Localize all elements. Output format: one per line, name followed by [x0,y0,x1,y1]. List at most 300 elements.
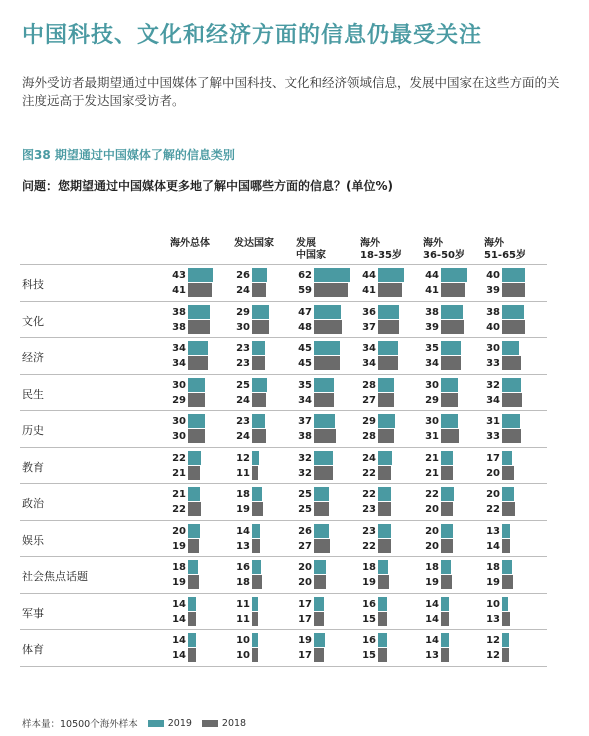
row-label: 政治 [22,497,44,510]
row-divider [20,264,547,265]
bar-2019 [502,597,508,611]
value-label-2019: 20 [486,489,500,500]
bar-2019 [252,560,261,574]
bar-2019 [502,378,521,392]
value-label-2019: 21 [425,452,439,464]
bar-2018 [502,539,510,553]
bar-2019 [252,268,267,282]
bar-2018 [252,612,258,626]
value-label-2019: 32 [486,379,500,391]
value-label-2019: 22 [362,489,376,500]
value-label-2019: 16 [362,598,376,610]
value-label-2019: 14 [172,598,186,610]
bar-2019 [378,524,391,538]
bar-2018 [502,648,509,662]
value-label-2019: 34 [362,343,376,354]
column-header: 海外总体 [170,238,210,249]
value-label-2018: 34 [298,394,312,406]
value-label-2018: 41 [425,285,439,296]
value-label-2019: 35 [425,343,439,354]
bar-2019 [314,633,325,647]
value-label-2019: 16 [236,562,250,573]
row-label: 文化 [22,314,44,328]
bar-2018 [378,393,394,407]
row-divider [20,556,547,557]
bar-2018 [188,356,208,370]
value-label-2019: 35 [298,379,312,391]
row-divider [20,666,547,667]
bar-2019 [441,414,458,428]
value-label-2018: 19 [236,504,250,515]
sample-size-note: 样本量：10500个海外样本 [22,719,138,730]
bar-2019 [188,560,198,574]
bar-2019 [252,414,265,428]
row-label: 科技 [22,278,44,291]
bar-2019 [502,633,509,647]
value-label-2019: 22 [172,452,186,464]
column-header: 海外 18-35岁 [360,238,402,261]
bar-2018 [441,283,465,297]
bar-2019 [188,305,210,319]
bar-2018 [252,502,263,516]
bar-2018 [252,466,258,480]
bar-2018 [252,320,269,334]
value-label-2018: 34 [425,358,439,369]
value-label-2018: 22 [486,504,500,515]
value-label-2019: 36 [362,306,376,318]
bar-2019 [314,524,329,538]
value-label-2019: 34 [172,343,186,354]
value-label-2018: 13 [425,650,439,661]
bar-2018 [188,502,201,516]
row-divider [20,374,547,375]
value-label-2018: 27 [362,394,376,406]
value-label-2018: 34 [362,358,376,369]
bar-2018 [378,612,387,626]
value-label-2019: 20 [172,525,186,537]
bar-2019 [441,451,453,465]
value-label-2019: 14 [425,635,439,646]
bar-2019 [378,341,398,355]
value-label-2019: 10 [236,635,250,646]
value-label-2018: 24 [236,394,250,406]
bar-2018 [441,539,453,553]
bar-2018 [252,283,266,297]
value-label-2019: 18 [425,562,439,573]
legend-label-2018: 2018 [221,717,247,729]
value-label-2019: 18 [236,489,250,500]
value-label-2019: 44 [362,270,376,281]
bar-2018 [502,575,513,589]
bar-2019 [252,524,260,538]
bar-2018 [314,320,342,334]
row-label: 民生 [22,387,44,401]
value-label-2019: 40 [486,270,500,281]
bar-2018 [378,466,391,480]
value-label-2018: 20 [298,577,312,588]
bar-2018 [441,393,458,407]
bar-2019 [502,560,512,574]
bar-2019 [188,487,200,501]
value-label-2019: 31 [486,416,500,427]
bar-2019 [441,633,449,647]
value-label-2018: 29 [425,394,439,406]
bar-2019 [252,633,258,647]
bar-2019 [188,378,205,392]
bar-2019 [441,268,467,282]
row-label: 经济 [22,351,44,364]
value-label-2019: 30 [172,379,186,391]
bar-2019 [252,487,262,501]
bar-2018 [188,539,199,553]
value-label-2018: 13 [236,540,250,552]
value-label-2019: 43 [172,270,186,281]
bar-2018 [314,466,333,480]
value-label-2019: 18 [362,562,376,573]
value-label-2018: 22 [362,467,376,479]
value-label-2018: 40 [486,321,500,333]
value-label-2018: 12 [486,650,500,661]
row-label: 社会焦点话题 [22,570,88,583]
bar-2019 [502,305,524,319]
bar-2019 [314,414,335,428]
value-label-2019: 23 [236,343,250,354]
bar-2018 [188,466,200,480]
value-label-2019: 16 [362,635,376,646]
bar-2019 [378,487,391,501]
bar-2018 [502,429,521,443]
value-label-2019: 21 [172,489,186,500]
value-label-2019: 29 [236,306,250,318]
bar-2019 [188,341,208,355]
value-label-2019: 38 [172,306,186,318]
value-label-2018: 38 [298,431,312,442]
bar-2019 [378,451,392,465]
value-label-2018: 30 [236,321,250,333]
value-label-2018: 14 [425,613,439,625]
legend-swatch-2018 [202,720,218,727]
value-label-2019: 19 [298,635,312,646]
value-label-2018: 11 [236,467,250,479]
value-label-2018: 19 [486,577,500,588]
value-label-2019: 20 [298,562,312,573]
bar-2018 [188,320,210,334]
value-label-2018: 14 [486,540,500,552]
value-label-2018: 22 [172,504,186,515]
value-label-2018: 32 [298,467,312,479]
row-label: 军事 [22,606,44,620]
row-divider [20,301,547,302]
bar-2019 [314,487,329,501]
bar-2019 [378,378,394,392]
row-label: 娱乐 [22,533,44,547]
chart-footer [22,716,246,730]
bar-2018 [314,356,340,370]
bar-2019 [314,597,324,611]
bar-2018 [314,283,348,297]
bar-2019 [378,560,388,574]
value-label-2018: 14 [172,613,186,625]
value-label-2019: 47 [298,306,312,318]
bar-2018 [378,502,391,516]
value-label-2018: 24 [236,431,250,442]
bar-2019 [252,305,269,319]
bar-2018 [378,539,391,553]
bar-2019 [314,451,333,465]
bar-2019 [252,597,258,611]
page-title: 中国科技、文化和经济方面的信息仍最受关注 [22,23,483,48]
bar-2018 [314,539,330,553]
bar-2018 [252,648,258,662]
row-divider [20,410,547,411]
value-label-2018: 34 [172,358,186,369]
bar-2019 [502,414,520,428]
value-label-2019: 29 [362,416,376,427]
bar-2019 [441,597,449,611]
bar-2019 [252,451,259,465]
value-label-2018: 21 [425,467,439,479]
value-label-2018: 19 [172,577,186,588]
bar-2018 [441,575,452,589]
bar-2018 [188,648,196,662]
column-header: 发展 中国家 [296,238,326,261]
value-label-2019: 23 [236,416,250,427]
bar-2019 [314,560,326,574]
bar-2018 [378,575,389,589]
value-label-2018: 39 [486,285,500,296]
bar-2019 [378,305,399,319]
value-label-2019: 26 [298,525,312,537]
row-divider [20,483,547,484]
value-label-2019: 38 [425,306,439,318]
bar-2019 [378,633,387,647]
bar-2019 [314,268,350,282]
bar-2018 [441,356,461,370]
bar-2019 [188,633,196,647]
value-label-2018: 20 [425,504,439,515]
bar-2019 [441,487,454,501]
value-label-2018: 24 [236,285,250,296]
value-label-2018: 41 [362,285,376,296]
value-label-2018: 31 [425,431,439,442]
bar-2018 [502,393,522,407]
bar-2018 [378,429,394,443]
value-label-2019: 38 [486,306,500,318]
bar-2018 [378,320,399,334]
value-label-2018: 59 [298,285,312,296]
bar-2019 [188,524,200,538]
value-label-2018: 39 [425,321,439,333]
value-label-2019: 30 [172,416,186,427]
bar-2019 [502,341,519,355]
value-label-2018: 19 [172,540,186,552]
value-label-2019: 30 [425,416,439,427]
value-label-2019: 28 [362,379,376,391]
value-label-2018: 15 [362,613,376,625]
value-label-2018: 41 [172,285,186,296]
bar-2018 [314,393,334,407]
value-label-2019: 30 [425,379,439,391]
value-label-2019: 10 [486,598,500,610]
bar-2019 [314,378,334,392]
value-label-2018: 20 [425,540,439,552]
bar-2018 [441,612,449,626]
value-label-2019: 14 [425,598,439,610]
bar-2019 [314,341,340,355]
bar-2019 [441,305,463,319]
value-label-2018: 10 [236,650,250,661]
value-label-2018: 20 [486,467,500,479]
value-label-2019: 12 [486,635,500,646]
value-label-2018: 18 [236,577,250,588]
row-divider [20,629,547,630]
bar-2019 [378,268,404,282]
value-label-2019: 18 [486,562,500,573]
bar-2018 [378,648,387,662]
value-label-2018: 34 [486,394,500,406]
column-header: 发达国家 [234,238,274,249]
bar-2019 [502,451,512,465]
value-label-2018: 27 [298,540,312,552]
row-label: 体育 [22,643,44,656]
value-label-2018: 14 [172,650,186,661]
value-label-2018: 23 [236,358,250,369]
value-label-2018: 30 [172,431,186,442]
bar-2018 [378,356,398,370]
bar-2018 [188,429,205,443]
bar-2018 [252,575,262,589]
bar-2018 [441,648,449,662]
value-label-2019: 45 [298,343,312,354]
bar-2018 [314,575,326,589]
value-label-2019: 17 [298,598,312,610]
legend-swatch-2019 [148,720,164,727]
value-label-2018: 13 [486,613,500,625]
value-label-2019: 20 [425,525,439,537]
bar-2019 [441,341,461,355]
bar-2018 [188,393,205,407]
row-divider [20,447,547,448]
bar-2018 [252,356,265,370]
bar-2018 [188,575,199,589]
value-label-2019: 18 [172,562,186,573]
value-label-2019: 11 [236,598,250,610]
bar-2018 [378,283,402,297]
value-label-2019: 32 [298,452,312,464]
value-label-2018: 23 [362,504,376,515]
row-label: 教育 [22,460,44,474]
value-label-2018: 17 [298,613,312,625]
bar-2018 [314,502,329,516]
bar-2019 [188,451,201,465]
value-label-2018: 19 [362,577,376,588]
bar-2019 [441,524,453,538]
value-label-2018: 21 [172,467,186,479]
legend-label-2019: 2019 [167,717,192,729]
bar-2018 [502,320,525,334]
bar-2019 [314,305,341,319]
value-label-2019: 30 [486,343,500,354]
bar-2018 [441,429,459,443]
bar-2019 [188,268,213,282]
row-divider [20,337,547,338]
value-label-2018: 25 [298,504,312,515]
bar-2018 [252,429,266,443]
value-label-2019: 14 [172,635,186,646]
bar-2018 [188,612,196,626]
bar-2018 [441,466,453,480]
bar-2018 [252,393,266,407]
row-label: 历史 [22,424,44,437]
value-label-2019: 24 [362,452,376,464]
value-label-2018: 37 [362,321,376,333]
bar-2018 [314,429,336,443]
bar-2019 [252,341,265,355]
value-label-2018: 22 [362,540,376,552]
value-label-2019: 12 [236,452,250,464]
row-divider [20,520,547,521]
value-label-2018: 29 [172,394,186,406]
value-label-2018: 33 [486,431,500,442]
bar-2018 [441,502,453,516]
bar-2018 [188,283,212,297]
bar-2018 [252,539,260,553]
intro-text: 海外受访者最期望通过中国媒体了解中国科技、文化和经济领域信息，发展中国家在这些方面的关注度远高于发达国家受访者。 [22,75,560,108]
column-header: 海外 51-65岁 [484,238,526,261]
bar-2018 [502,356,521,370]
value-label-2018: 19 [425,577,439,588]
bar-2018 [502,283,525,297]
value-label-2019: 62 [298,270,312,281]
bar-2019 [441,560,451,574]
value-label-2018: 48 [298,321,312,333]
bar-2019 [188,597,196,611]
value-label-2018: 38 [172,321,186,333]
row-divider [20,593,547,594]
bar-2019 [378,597,387,611]
value-label-2019: 13 [486,525,500,537]
bar-2019 [441,378,458,392]
bar-2018 [502,502,515,516]
value-label-2019: 37 [298,416,312,427]
value-label-2019: 22 [425,489,439,500]
figure-title: 图38 期望通过中国媒体了解的信息类别 [22,148,235,162]
bar-2018 [441,320,464,334]
value-label-2018: 15 [362,650,376,661]
value-label-2018: 33 [486,358,500,369]
value-label-2018: 17 [298,650,312,661]
bar-2018 [502,466,514,480]
bar-2019 [378,414,395,428]
value-label-2019: 44 [425,270,439,281]
column-header: 海外 36-50岁 [423,238,465,261]
bar-2018 [314,648,324,662]
bar-2018 [314,612,324,626]
bar-2019 [502,487,514,501]
bar-2018 [502,612,510,626]
value-label-2019: 26 [236,270,250,281]
bar-2019 [502,524,510,538]
bar-2019 [252,378,267,392]
value-label-2019: 17 [486,452,500,464]
value-label-2018: 28 [362,431,376,442]
bar-2019 [188,414,205,428]
value-label-2018: 11 [236,613,250,625]
value-label-2019: 14 [236,525,250,537]
value-label-2019: 23 [362,525,376,537]
value-label-2018: 45 [298,358,312,369]
survey-question: 问题：您期望通过中国媒体更多地了解中国哪些方面的信息？(单位%) [22,179,393,193]
